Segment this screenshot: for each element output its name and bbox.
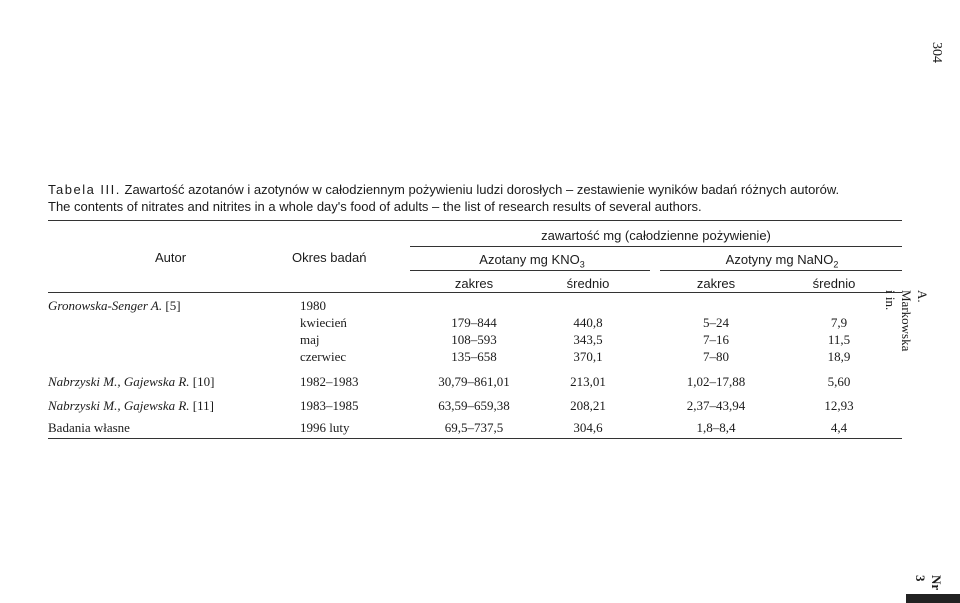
table-row-period: kwiecień bbox=[300, 315, 347, 330]
header-nitrates bbox=[479, 252, 584, 270]
table-row-period: czerwiec bbox=[300, 349, 347, 364]
cell-nitrites-mean: 4,4 bbox=[830, 420, 848, 435]
cell-nitrates-mean: 208,21 bbox=[570, 398, 606, 413]
cell-nitrates-mean: 304,6 bbox=[573, 420, 603, 435]
header-nitrites-range: zakres bbox=[696, 276, 736, 291]
running-author-header: A. Markowska i in. bbox=[883, 290, 930, 352]
cell-nitrates-range: 69,5–737,5 bbox=[444, 420, 504, 435]
table-row-period: maj bbox=[300, 332, 320, 347]
cell-nitrates-mean: 440,8 bbox=[573, 315, 603, 330]
cell-nitrites-range: 1,02–17,88 bbox=[686, 374, 746, 389]
header-bottom-rule bbox=[48, 292, 902, 293]
cell-nitrates-range: 135–658 bbox=[451, 349, 497, 364]
author-ref: [5] bbox=[165, 298, 181, 313]
cell-nitrates-mean: 343,5 bbox=[573, 332, 603, 347]
top-rule bbox=[48, 220, 902, 221]
table-row-period: 1983–1985 bbox=[300, 398, 359, 413]
header-nitrates-label: Azotany mg KNO bbox=[479, 252, 580, 267]
table-row-author bbox=[48, 374, 214, 390]
cell-nitrites-mean: 7,9 bbox=[830, 315, 848, 330]
header-nitrates-range: zakres bbox=[454, 276, 494, 291]
author-ref: [10] bbox=[192, 374, 215, 389]
author-name: Nabrzyski M., Gajewska R. bbox=[48, 398, 190, 413]
header-nitrates-sub: 3 bbox=[579, 259, 585, 270]
nitrates-group-rule bbox=[410, 270, 650, 271]
cell-nitrites-range: 7–80 bbox=[703, 349, 729, 364]
nitrites-group-rule bbox=[660, 270, 902, 271]
cell-nitrites-mean: 12,93 bbox=[824, 398, 854, 413]
table-row-author bbox=[48, 298, 181, 314]
page-number: 304 bbox=[929, 42, 944, 63]
cell-nitrites-range: 1,8–8,4 bbox=[696, 420, 736, 435]
table-row-period: 1996 luty bbox=[300, 420, 350, 435]
table-caption-english: The contents of nitrates and nitrites in a whole day's food of adults – the list of research results of several authors. bbox=[48, 199, 702, 214]
content-group-rule bbox=[410, 246, 902, 247]
table-caption-polish bbox=[48, 182, 839, 197]
cell-nitrites-range: 5–24 bbox=[703, 315, 729, 330]
author-name: Gronowska-Senger A. bbox=[48, 298, 163, 313]
header-period: Okres badań bbox=[292, 250, 367, 265]
cell-nitrates-range: 30,79–861,01 bbox=[438, 374, 510, 389]
table-label: Tabela III. bbox=[48, 182, 121, 197]
table-row-author bbox=[48, 420, 130, 436]
author-ref: [11] bbox=[192, 398, 214, 413]
cell-nitrites-mean: 5,60 bbox=[827, 374, 851, 389]
header-nitrates-mean: średnio bbox=[566, 276, 610, 291]
cell-nitrates-range: 179–844 bbox=[451, 315, 497, 330]
bottom-rule bbox=[48, 438, 902, 439]
cell-nitrates-mean: 370,1 bbox=[573, 349, 603, 364]
cell-nitrates-range: 108–593 bbox=[451, 332, 497, 347]
cell-nitrites-range: 7–16 bbox=[703, 332, 729, 347]
cell-nitrites-mean: 18,9 bbox=[827, 349, 851, 364]
cell-nitrates-mean: 213,01 bbox=[570, 374, 606, 389]
author-name: Nabrzyski M., Gajewska R. bbox=[48, 374, 190, 389]
cell-nitrites-mean: 11,5 bbox=[827, 332, 851, 347]
table-row-period: 1980 bbox=[300, 298, 326, 313]
table-row-author bbox=[48, 398, 214, 414]
caption-polish-text: Zawartość azotanów i azotynów w całodziennym pożywieniu ludzi dorosłych – zestawienie wyników badań różnych autorów. bbox=[124, 182, 840, 197]
cell-nitrites-range: 2,37–43,94 bbox=[686, 398, 746, 413]
author-name: Badania własne bbox=[48, 420, 130, 435]
header-author: Autor bbox=[155, 250, 187, 265]
header-nitrites bbox=[726, 252, 839, 270]
header-nitrites-label: Azotyny mg NaNO bbox=[725, 252, 834, 267]
table-row-period: 1982–1983 bbox=[300, 374, 359, 389]
cell-nitrates-range: 63,59–659,38 bbox=[438, 398, 510, 413]
header-nitrites-sub: 2 bbox=[833, 259, 839, 270]
corner-mark bbox=[906, 594, 960, 603]
header-content: zawartość mg (całodzienne pożywienie) bbox=[541, 228, 771, 243]
header-nitrites-mean: średnio bbox=[812, 276, 856, 291]
issue-label: Nr 3 bbox=[913, 575, 944, 590]
